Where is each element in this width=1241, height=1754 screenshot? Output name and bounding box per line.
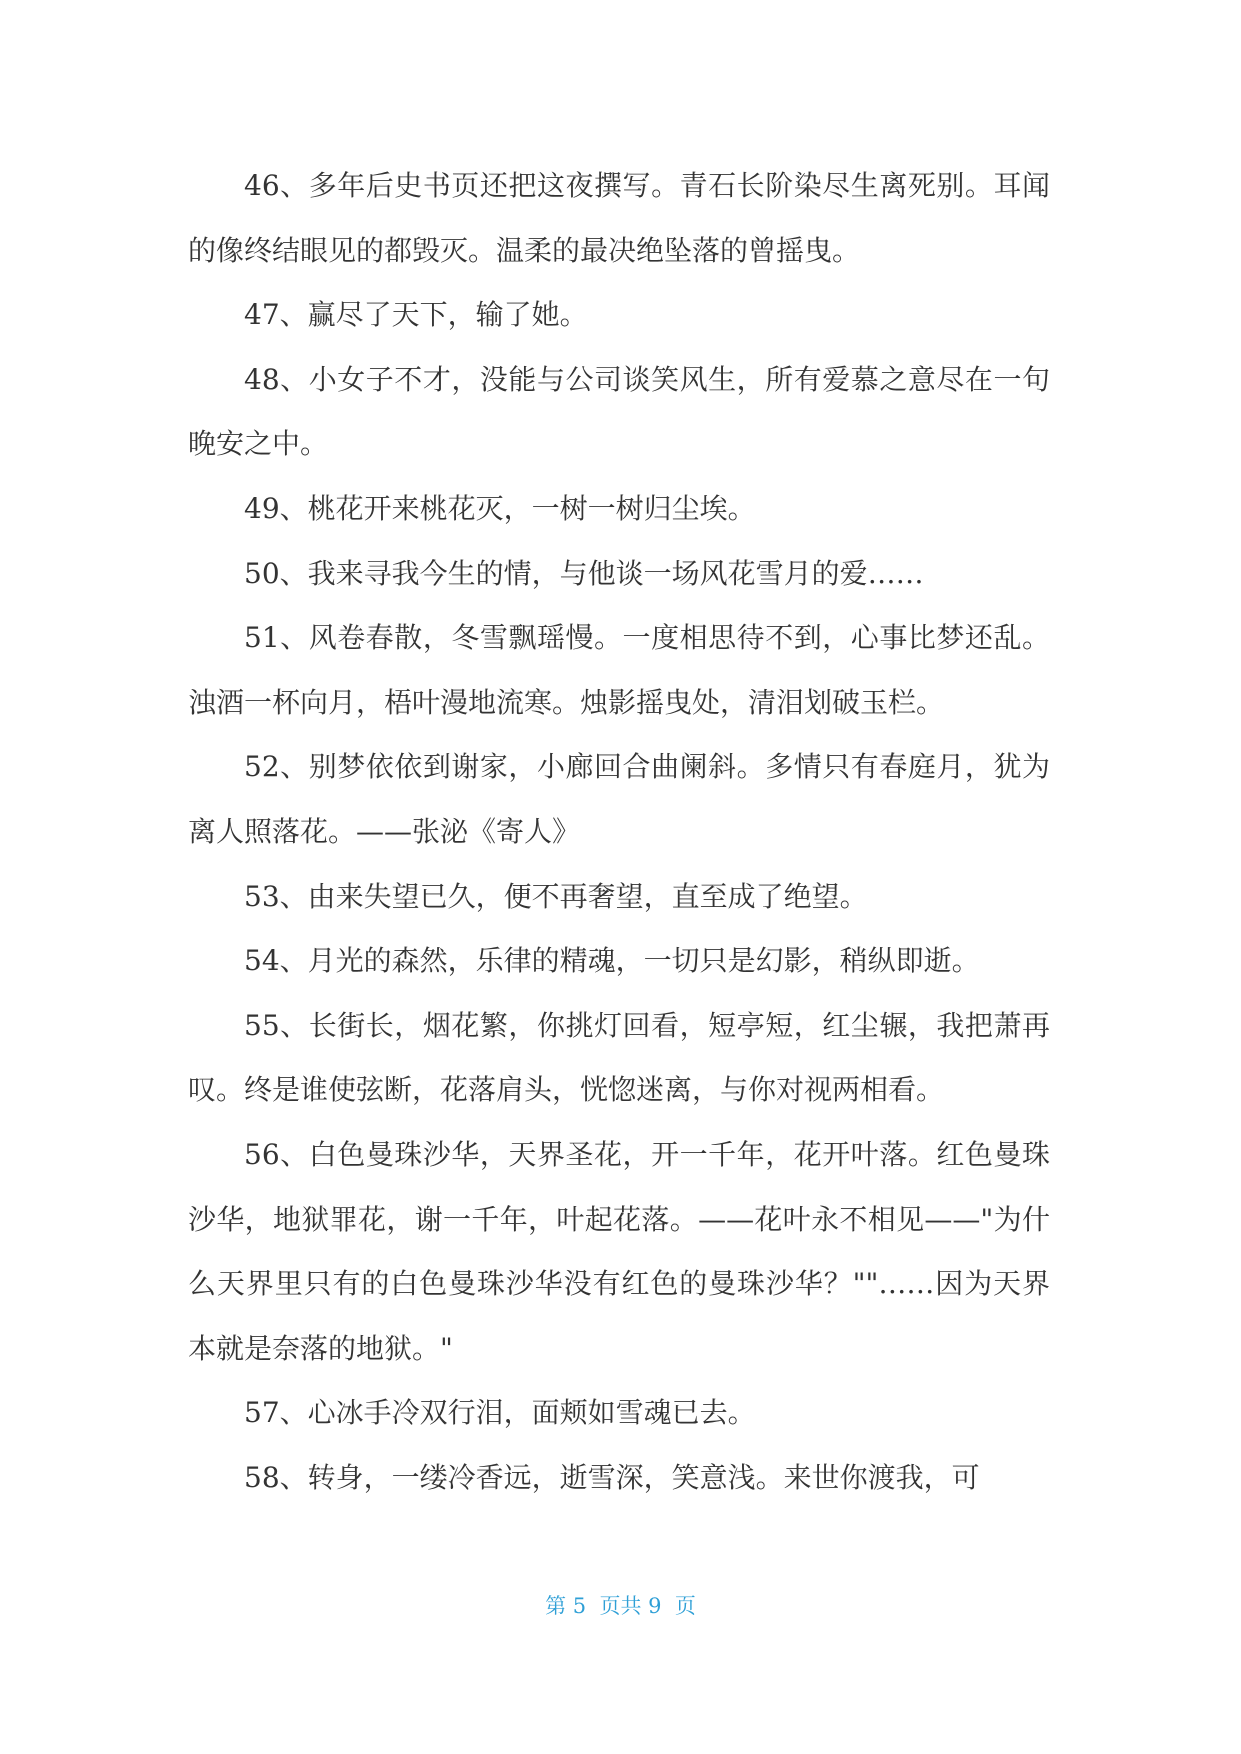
paragraph-51: 51、风卷春散，冬雪飘瑶慢。一度相思待不到，心事比梦还乱。浊酒一杯向月，梧叶漫地流寒。烛影摇曳处，清泪划破玉栏。 — [188, 621, 1050, 719]
paragraph-46: 46、多年后史书页还把这夜撰写。青石长阶染尽生离死别。耳闻的像终结眼见的都毁灭。温柔的最决绝坠落的曾摇曳。 — [188, 169, 1050, 267]
paragraph-54: 54、月光的森然，乐律的精魂，一切只是幻影，稍纵即逝。 — [244, 944, 980, 978]
paragraph-57: 57、心冰手冷双行泪，面颊如雪魂已去。 — [244, 1396, 756, 1430]
paragraph-56: 56、白色曼珠沙华，天界圣花，开一千年，花开叶落。红色曼珠沙华，地狱罪花，谢一千年，叶起花落。——花叶永不相见——"为什么天界里只有的白色曼珠沙华没有红色的曼珠沙华？""……因为天界本就是奈落的地狱。" — [188, 1137, 1050, 1365]
paragraph-53: 53、由来失望已久，便不再奢望，直至成了绝望。 — [244, 879, 868, 913]
document-body — [188, 154, 1050, 1510]
page-number-footer: 第 5 页共 9 页 — [545, 1594, 696, 1618]
paragraph-49: 49、桃花开来桃花灭，一树一树归尘埃。 — [244, 491, 756, 525]
paragraph-50: 50、我来寻我今生的情，与他谈一场风花雪月的爱…… — [244, 556, 924, 590]
paragraph-48: 48、小女子不才，没能与公司谈笑风生，所有爱慕之意尽在一句晚安之中。 — [188, 362, 1050, 461]
paragraph-58: 58、转身，一缕冷香远，逝雪深，笑意浅。来世你渡我，可 — [244, 1460, 980, 1494]
paragraph-52: 52、别梦依依到谢家，小廊回合曲阑斜。多情只有春庭月，犹为离人照落花。——张泌《寄人》 — [188, 750, 1050, 848]
paragraph-55: 55、长街长，烟花繁，你挑灯回看，短亭短，红尘辗，我把萧再叹。终是谁使弦断，花落肩头，恍惚迷离，与你对视两相看。 — [188, 1008, 1050, 1107]
paragraph-47: 47、赢尽了天下，输了她。 — [244, 298, 588, 332]
